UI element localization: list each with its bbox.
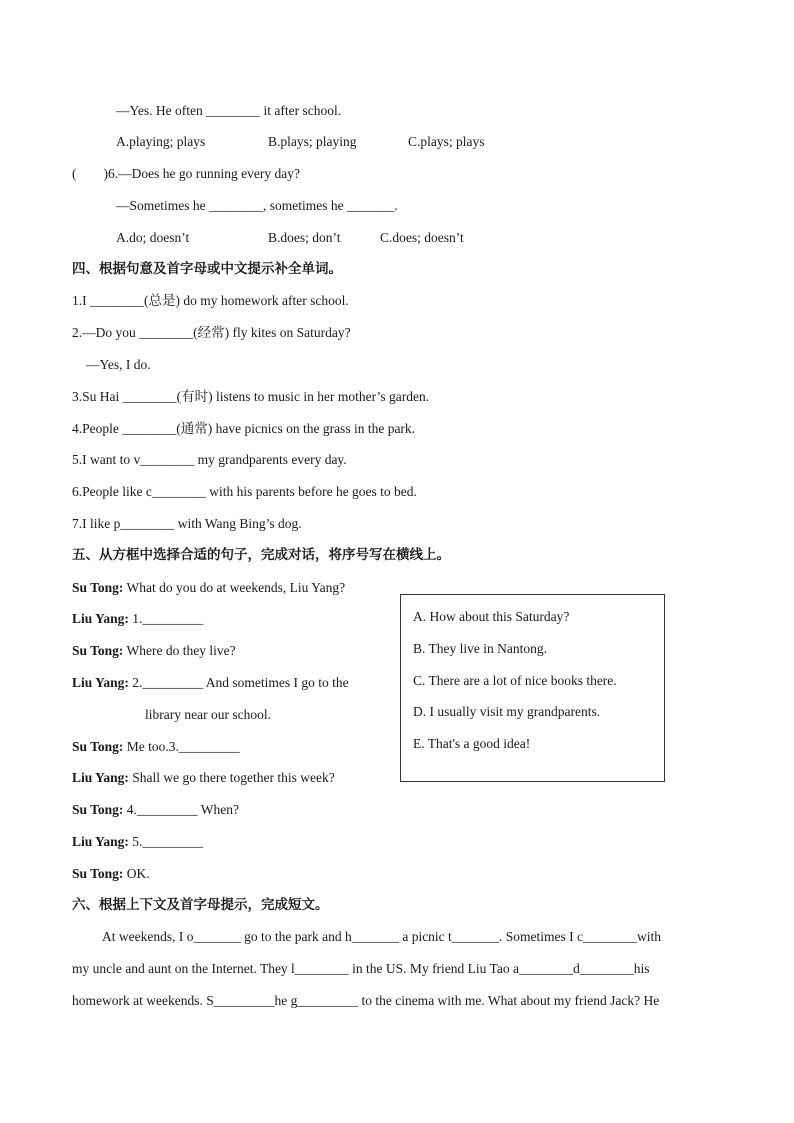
q6-question: ( )6.—Does he go running every day? xyxy=(72,166,300,181)
s4-item: 5.I want to v________ my grandparents every day. xyxy=(72,452,347,467)
speaker: Su Tong: xyxy=(72,643,124,658)
s4-item: 3.Su Hai ________(有时) listens to music in her mother’s garden. xyxy=(72,389,430,404)
utterance: library near our school. xyxy=(145,707,271,722)
option-e: E. That's a good idea! xyxy=(413,736,531,751)
utterance: 4._________ When? xyxy=(123,802,240,817)
dialogue-line xyxy=(72,610,203,628)
dialogue-line xyxy=(72,674,349,692)
dialogue-line xyxy=(72,865,150,883)
speaker: Liu Yang: xyxy=(72,770,129,785)
s4-item: 4.People ________(通常) have picnics on the grass in the park. xyxy=(72,421,416,436)
speaker: Su Tong: xyxy=(72,802,124,817)
utterance: 1._________ xyxy=(128,611,204,626)
speaker: Liu Yang: xyxy=(72,834,129,849)
speaker: Su Tong: xyxy=(72,580,124,595)
s4-item: —Yes, I do. xyxy=(86,357,151,372)
q6-option-b: B.does; don’t xyxy=(268,230,341,245)
passage-line: At weekends, I o_______ go to the park and h_______ a picnic t_______. Sometimes I c________with xyxy=(102,929,662,944)
speaker: Su Tong: xyxy=(72,866,124,881)
q6-reply: —Sometimes he ________, sometimes he _______. xyxy=(116,198,398,213)
utterance: 2._________ And sometimes I go to the xyxy=(128,675,349,690)
utterance: 5._________ xyxy=(128,834,204,849)
q5-option-b: B.plays; playing xyxy=(268,134,357,149)
q5-option-a: A.playing; plays xyxy=(116,134,206,149)
section-5-heading: 五、从方框中选择合适的句子，完成对话，将序号写在横线上。 xyxy=(72,547,450,563)
dialogue-line xyxy=(72,579,345,597)
utterance: Shall we go there together this week? xyxy=(128,770,335,785)
s4-item: 6.People like c________ with his parents before he goes to bed. xyxy=(72,484,417,499)
passage-line: my uncle and aunt on the Internet. They l________ in the US. My friend Liu Tao a________d________his xyxy=(72,961,650,976)
dialogue-line xyxy=(72,642,236,660)
q5-reply: —Yes. He often ________ it after school. xyxy=(116,103,342,118)
dialogue-line xyxy=(72,833,203,851)
q6-option-a: A.do; doesn’t xyxy=(116,230,190,245)
option-a: A. How about this Saturday? xyxy=(413,609,570,624)
option-d: D. I usually visit my grandparents. xyxy=(413,704,601,719)
section-4-heading: 四、根据句意及首字母或中文提示补全单词。 xyxy=(72,261,342,277)
s4-item: 7.I like p________ with Wang Bing’s dog. xyxy=(72,516,302,531)
dialogue-line xyxy=(72,769,335,787)
dialogue-line xyxy=(72,738,240,756)
dialogue-line xyxy=(145,706,271,724)
s4-item: 1.I ________(总是) do my homework after school. xyxy=(72,293,349,308)
option-c: C. There are a lot of nice books there. xyxy=(413,673,617,688)
utterance: Me too.3._________ xyxy=(123,739,240,754)
q6-option-c: C.does; doesn’t xyxy=(380,230,464,245)
utterance: Where do they live? xyxy=(123,643,236,658)
utterance: OK. xyxy=(123,866,150,881)
option-b: B. They live in Nantong. xyxy=(413,641,547,656)
utterance: What do you do at weekends, Liu Yang? xyxy=(123,580,346,595)
options-box xyxy=(400,594,665,782)
speaker: Su Tong: xyxy=(72,739,124,754)
q5-option-c: C.plays; plays xyxy=(408,134,485,149)
s4-item: 2.—Do you ________(经常) fly kites on Saturday? xyxy=(72,325,351,340)
speaker: Liu Yang: xyxy=(72,675,129,690)
dialogue-line xyxy=(72,801,239,819)
speaker: Liu Yang: xyxy=(72,611,129,626)
section-6-heading: 六、根据上下文及首字母提示，完成短文。 xyxy=(72,897,329,913)
passage-line: homework at weekends. S_________he g_________ to the cinema with me. What about my friend Jack? He xyxy=(72,993,660,1008)
